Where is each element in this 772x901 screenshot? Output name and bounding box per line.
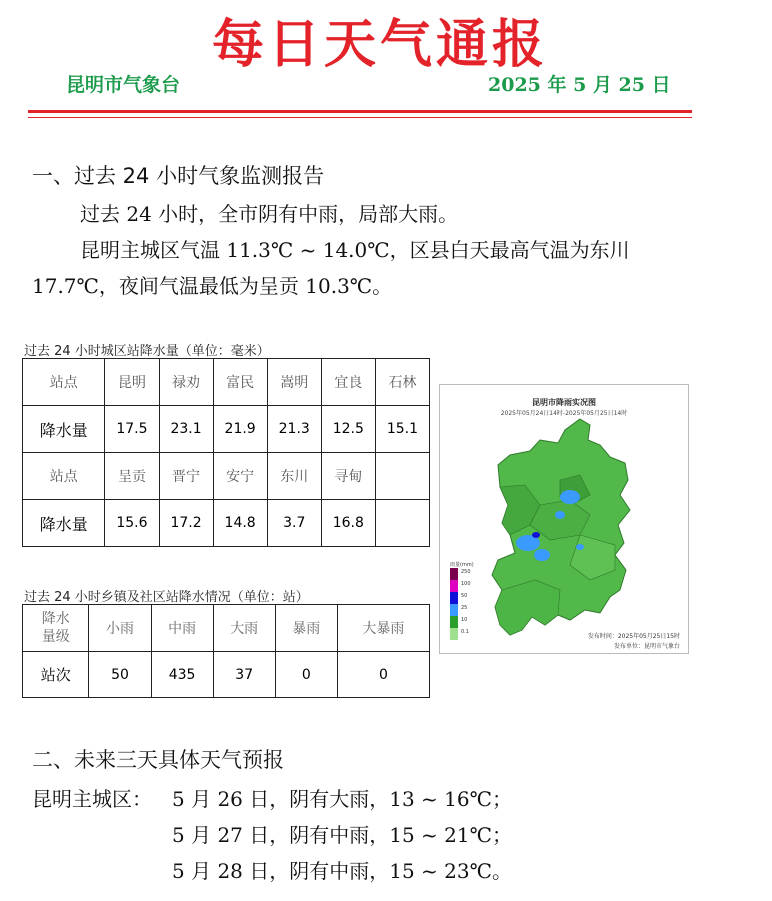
legend-swatch (450, 592, 468, 604)
table-cell: 3.7 (267, 500, 321, 547)
kunming-region-map (440, 385, 688, 653)
legend-label: 25 (461, 605, 468, 611)
table-cell: 禄劝 (159, 359, 213, 406)
table-cell (375, 453, 429, 500)
table-cell (375, 500, 429, 547)
table-cell: 17.5 (105, 406, 159, 453)
table-cell: 寻甸 (321, 453, 375, 500)
table-cell: 宜良 (321, 359, 375, 406)
rainfall-map (439, 384, 689, 654)
table-cell: 站点 (23, 359, 105, 406)
forecast-line: 5 月 27 日，阴有中雨，15 ~ 21℃； (172, 823, 512, 847)
table-cell: 21.9 (213, 406, 267, 453)
table-cell: 石林 (375, 359, 429, 406)
table-cell: 降水量 (23, 406, 105, 453)
map-legend (450, 561, 474, 640)
table-cell: 嵩明 (267, 359, 321, 406)
map-footer-org: 发布单位：昆明市气象台 (613, 643, 680, 650)
issuing-organization: 昆明市气象台 (66, 74, 181, 96)
map-subtitle: 2025年05月24日14时-2025年05月25日14时 (500, 410, 628, 417)
table-cell: 降水量 (23, 500, 105, 547)
legend-label: 0.1 (461, 629, 469, 635)
temperature-paragraph-line1: 昆明主城区气温 11.3℃ ~ 14.0℃，区县白天最高气温为东川 (80, 238, 630, 262)
section-heading-forecast: 二、未来三天具体天气预报 (32, 748, 284, 772)
legend-swatch (450, 616, 468, 628)
map-title: 昆明市降雨实况图 (532, 398, 596, 407)
legend-label: 50 (461, 593, 468, 599)
table-cell: 14.8 (213, 500, 267, 547)
table-cell: 大雨 (213, 605, 275, 652)
table-cell: 0 (337, 652, 429, 698)
table-cell: 晋宁 (159, 453, 213, 500)
table-cell: 50 (89, 652, 151, 698)
table-cell: 15.6 (105, 500, 159, 547)
table-cell: 站次 (23, 652, 89, 698)
summary-paragraph: 过去 24 小时，全市阴有中雨，局部大雨。 (80, 202, 459, 226)
legend-swatch (450, 580, 471, 592)
table-cell: 小雨 (89, 605, 151, 652)
legend-label: 250 (461, 569, 471, 575)
table-cell: 东川 (267, 453, 321, 500)
map-footer-time: 发布时间：2025年05月25日15时 (587, 633, 680, 640)
table-cell: 富民 (213, 359, 267, 406)
table-cell: 安宁 (213, 453, 267, 500)
table-cell: 16.8 (321, 500, 375, 547)
table-cell: 昆明 (105, 359, 159, 406)
temperature-paragraph-line2: 17.7℃，夜间气温最低为呈贡 10.3℃。 (32, 274, 393, 298)
forecast-location-label: 昆明主城区： (32, 787, 152, 811)
section-heading-observation: 一、过去 24 小时气象监测报告 (32, 164, 325, 188)
forecast-line: 5 月 26 日，阴有大雨，13 ~ 16℃； (172, 787, 512, 811)
legend-label: 10 (461, 617, 468, 623)
table-cell: 23.1 (159, 406, 213, 453)
urban-precipitation-table (22, 358, 430, 547)
table-cell: 站点 (23, 453, 105, 500)
table-cell: 37 (213, 652, 275, 698)
table-cell: 15.1 (375, 406, 429, 453)
forecast-line: 5 月 28 日，阴有中雨，15 ~ 23℃。 (172, 859, 512, 883)
table-cell: 暴雨 (275, 605, 337, 652)
table-cell: 21.3 (267, 406, 321, 453)
legend-swatch (450, 604, 468, 616)
report-title: 每日天气通报 (211, 14, 548, 75)
table1-caption: 过去 24 小时城区站降水量（单位：毫米） (24, 344, 270, 359)
legend-title: 雨量(mm) (450, 562, 474, 568)
table-cell: 435 (151, 652, 213, 698)
report-date: 2025 年 5 月 25 日 (488, 74, 671, 96)
legend-swatch (450, 568, 471, 580)
table-cell: 0 (275, 652, 337, 698)
table-cell: 中雨 (151, 605, 213, 652)
header-divider-thick (28, 110, 692, 113)
header-divider-thin (28, 117, 692, 118)
table-cell: 17.2 (159, 500, 213, 547)
table-cell: 12.5 (321, 406, 375, 453)
legend-swatch (450, 628, 469, 640)
table-cell: 呈贡 (105, 453, 159, 500)
table-cell: 大暴雨 (337, 605, 429, 652)
legend-label: 100 (461, 581, 471, 587)
table2-caption: 过去 24 小时乡镇及社区站降水情况（单位：站） (24, 590, 309, 605)
table-cell: 降水 量级 (23, 605, 89, 652)
township-precipitation-table (22, 604, 430, 698)
